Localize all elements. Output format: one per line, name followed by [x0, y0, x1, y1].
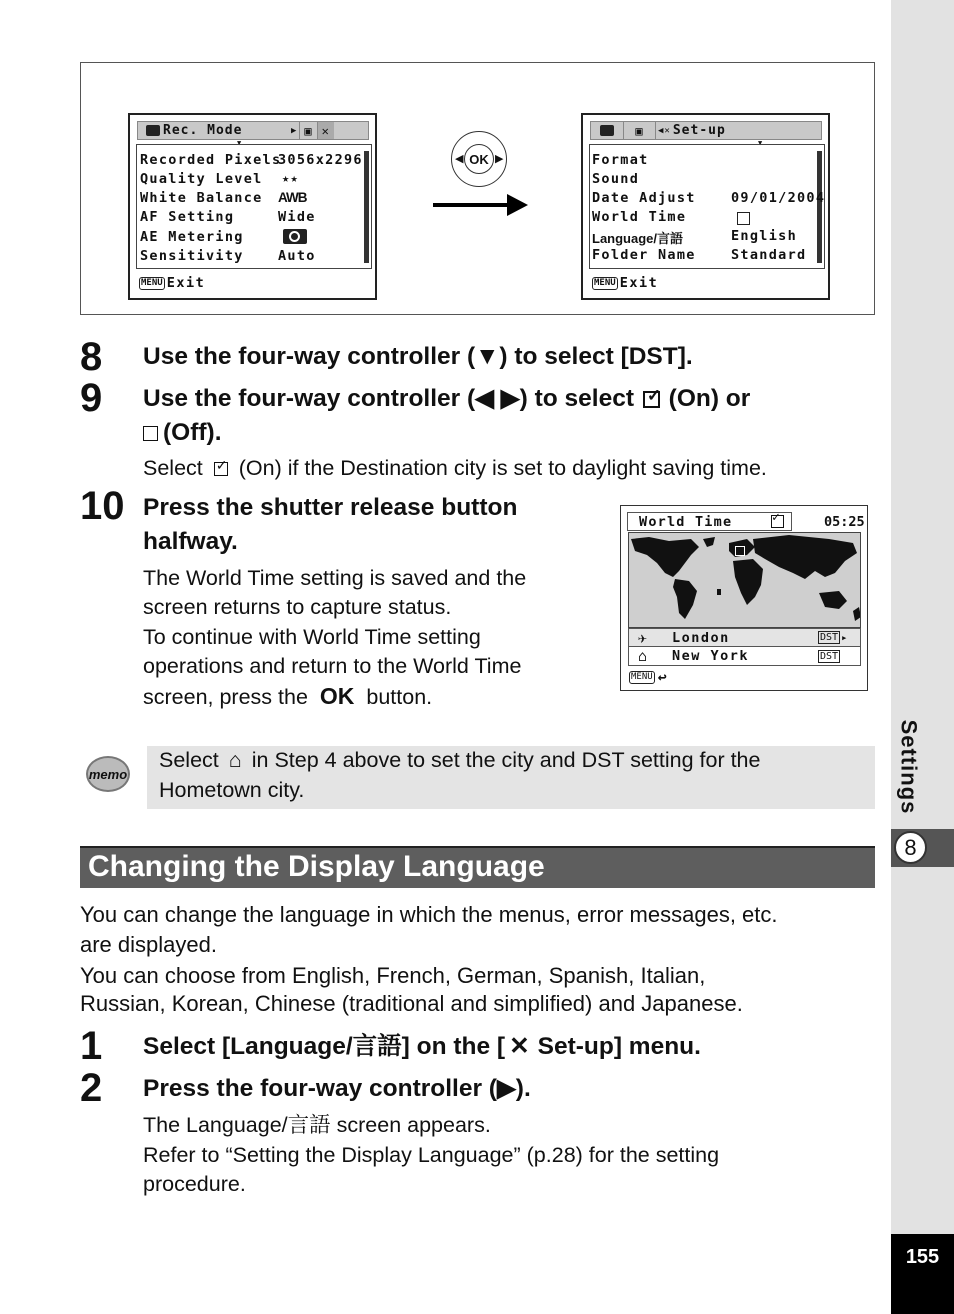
menu-value: AWB [278, 190, 307, 205]
wrench-icon: ✕ [317, 122, 334, 139]
rec-mode-header: Rec. Mode ▶ ▣ ✕ [137, 121, 369, 140]
camera-icon [591, 122, 623, 139]
arrow-right-icon: ▶ [842, 633, 847, 642]
checkbox-empty-icon [737, 212, 750, 225]
paragraph-line: You can choose from English, French, German, Spanish, Italian, [80, 963, 706, 988]
menu-row: Language/言語 [592, 231, 684, 246]
checkbox-checked-icon: ✓ [643, 391, 660, 408]
side-tab [891, 0, 954, 1314]
menu-row: Date Adjust [592, 190, 696, 206]
home-icon: ⌂ [228, 748, 242, 772]
playback-icon: ▣ [299, 122, 316, 139]
ok-icon: OK [464, 144, 494, 174]
arrow-right-icon: ▶ [291, 125, 298, 136]
body-line: The Language/言語 screen appears. [143, 1113, 491, 1137]
menu-row: Sound [592, 171, 640, 187]
step-number: 9 [80, 376, 103, 420]
menu-value: English [731, 228, 797, 244]
ok-icon: OK [319, 683, 355, 709]
memo-icon [84, 754, 130, 794]
hometown-row: ⌂ New York DST [628, 647, 861, 666]
side-tab-label: Settings [896, 719, 922, 815]
menu-row: World Time [592, 209, 687, 225]
step-title: Use the four-way controller (▼) to select [DST]. [143, 343, 693, 370]
body-line: Refer to “Setting the Display Language” (p.28) for the setting [143, 1143, 720, 1167]
scrollbar [364, 151, 369, 263]
stars-value: ★★ [282, 171, 300, 185]
home-icon: ⌂ [638, 647, 648, 665]
menu-value: Auto [278, 248, 316, 264]
arrow-head-icon [507, 194, 528, 216]
arrow-right-icon: ▶ [495, 153, 504, 165]
body-line: To continue with World Time setting [143, 625, 481, 649]
menu-row: Format [592, 152, 649, 168]
menu-row: Folder Name [592, 247, 696, 263]
dst-badge: DST [820, 632, 839, 643]
wrench-icon: ✕ [509, 1033, 530, 1060]
airplane-icon: ✈ [638, 628, 648, 647]
menu-value: Wide [278, 209, 316, 225]
menu-row: Quality Level [140, 171, 263, 187]
chapter-number: 8 [894, 831, 927, 864]
menu-row: AF Setting [140, 209, 235, 225]
world-time-header: World Time ✓ [627, 512, 792, 531]
world-time-screen [620, 505, 868, 691]
step-number: 1 [80, 1024, 103, 1068]
current-time: 05:25 [824, 514, 865, 530]
dst-badge: DST [820, 650, 839, 662]
memo-text-line: Select ⌂ in Step 4 above to set the city and DST setting for the [159, 748, 761, 772]
exit-label: MENU Exit [141, 275, 206, 291]
scrollbar [817, 151, 822, 263]
exit-label: MENU Exit [594, 275, 659, 291]
menu-value: 3056x2296 [278, 152, 363, 168]
playback-icon: ▣ [623, 122, 655, 139]
home-marker-icon [735, 546, 745, 556]
menu-row: Sensitivity [140, 248, 244, 264]
paragraph-line: are displayed. [80, 932, 217, 957]
menu-row: Recorded Pixels [140, 152, 282, 168]
step-title-continued: halfway. [143, 528, 238, 555]
memo-text-line: Hometown city. [159, 778, 305, 802]
menu-row: AE Metering [140, 229, 244, 245]
menu-row: White Balance [140, 190, 263, 206]
step-title: Press the shutter release button [143, 494, 518, 521]
menu-value: Standard [731, 247, 807, 263]
setup-screen [581, 113, 830, 300]
checkbox-empty-icon [143, 426, 158, 441]
step-number: 8 [80, 335, 103, 379]
arrow-down-icon: ▼ [237, 139, 242, 147]
body-line: operations and return to the World Time [143, 654, 522, 678]
return-icon: ↩ [657, 668, 667, 686]
camera-icon [146, 125, 160, 136]
section-title: Changing the Display Language [88, 850, 545, 883]
checkbox-checked-icon: ✓ [771, 515, 784, 528]
checkbox-checked-icon: ✓ [214, 462, 228, 476]
body-line: screen returns to capture status. [143, 595, 452, 619]
destination-row: ✈ London DST ▶ [628, 628, 861, 647]
menu-value: 09/01/2004 [731, 190, 826, 206]
step-title: Select [Language/言語] on the [ ✕ Set-up] menu. [143, 1033, 701, 1060]
step-number: 10 [80, 484, 125, 528]
paragraph-line: You can change the language in which the menus, error messages, etc. [80, 902, 778, 927]
transition-arrow [433, 203, 511, 207]
arrow-down-icon: ▼ [758, 139, 763, 147]
metering-icon [283, 229, 307, 244]
body-line: procedure. [143, 1172, 246, 1196]
menu-button-icon: MENU [141, 277, 163, 288]
world-map [628, 532, 861, 628]
body-line: The World Time setting is saved and the [143, 566, 527, 590]
arrow-left-icon: ◀ [455, 153, 464, 165]
step-note: Select ✓ (On) if the Destination city is set to daylight saving time. [143, 456, 767, 480]
page-number: 155 [891, 1234, 954, 1314]
step-title: Use the four-way controller (◀ ▶) to select ✓ (On) or [143, 385, 751, 412]
menu-button-icon: MENU [594, 277, 616, 288]
body-line: screen, press the OK button. [143, 683, 433, 709]
rec-mode-screen [128, 113, 377, 300]
step-title-continued: (Off). [143, 416, 222, 450]
paragraph-line: Russian, Korean, Chinese (traditional and simplified) and Japanese. [80, 991, 743, 1016]
world-map-icon [629, 533, 861, 628]
wrench-icon: ◀✕ [655, 122, 673, 139]
memo-badge: memo [86, 756, 130, 792]
setup-header: ▣ ◀✕ Set-up [590, 121, 822, 140]
back-label [629, 668, 667, 686]
step-number: 2 [80, 1066, 103, 1110]
step-title: Press the four-way controller (▶). [143, 1075, 531, 1102]
menu-button-icon: MENU [631, 671, 653, 682]
